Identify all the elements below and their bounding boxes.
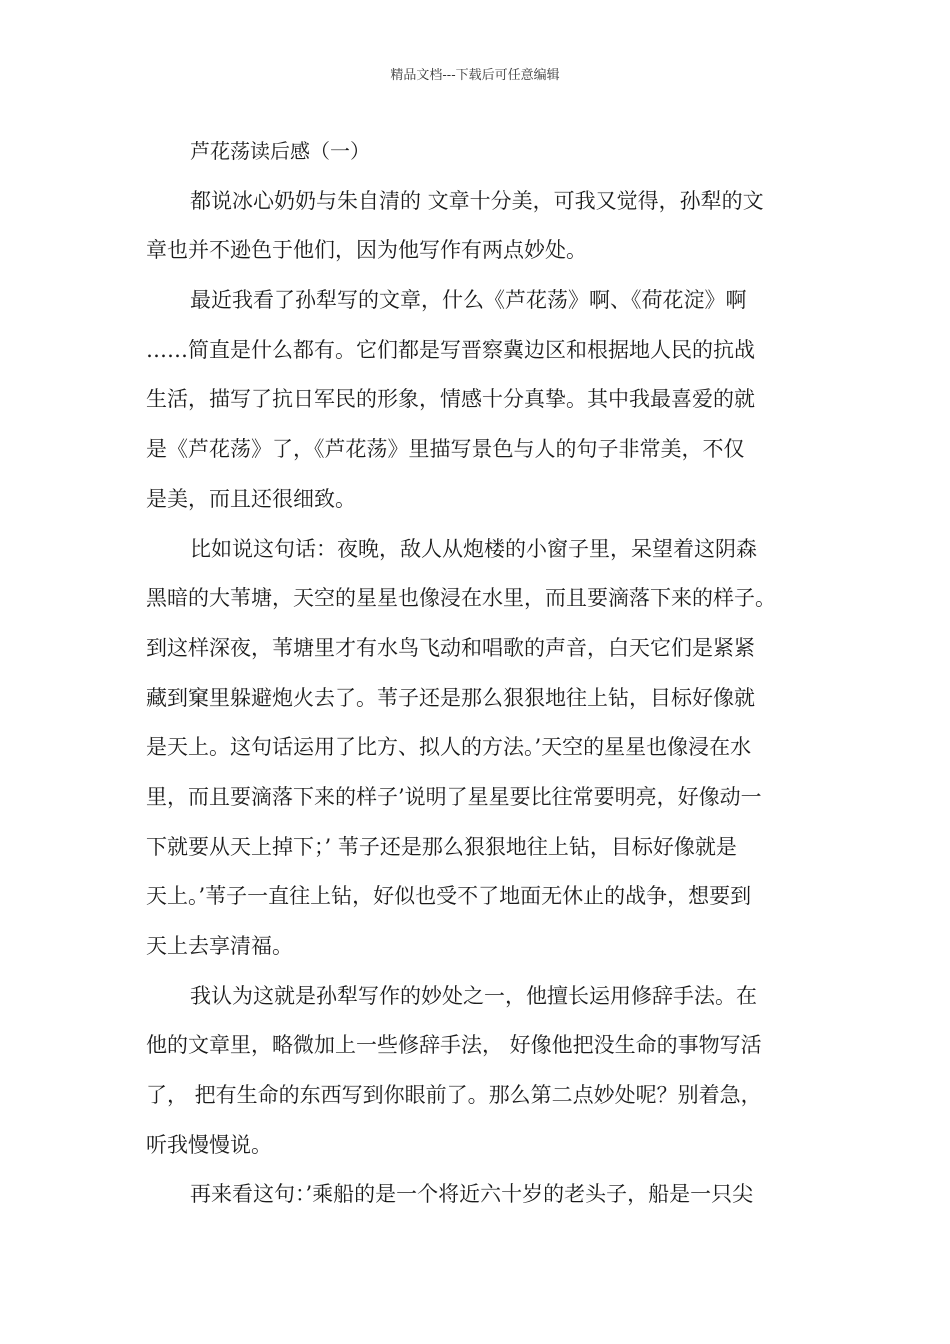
text-line: 再来看这句：’乘船的是一个将近六十岁的老头子，船是一只尖	[190, 1182, 754, 1207]
document-title: 芦花荡读后感（一）	[190, 139, 370, 163]
text-line: 比如说这句话：夜晚，敌人从炮楼的小窗子里，呆望着这阴森	[190, 536, 757, 561]
text-line: 到这样深夜，苇塘里才有水鸟飞动和唱歌的声音，白天它们是紧紧	[146, 635, 755, 660]
text-line: 天上。’苇子一直往上钻，好似也受不了地面无休止的战争，想要到	[146, 884, 752, 909]
text-line: 是天上。这句话运用了比方、拟人的方法。’天空的星星也像浸在水	[146, 735, 752, 760]
text-line: 黑暗的大苇塘，天空的星星也像浸在水里，而且要滴落下来的样子。	[146, 586, 776, 611]
text-line: 下就要从天上掉下；’ 苇子还是那么狠狠地往上钻，目标好像就是	[146, 834, 737, 859]
text-line: 是《芦花荡》了，《芦花荡》里描写景色与人的句子非常美，不仅	[146, 437, 745, 462]
text-line: 里，而且要滴落下来的样子’说明了星星要比往常要明亮，好像动一	[146, 784, 762, 809]
text-line: 都说冰心奶奶与朱自清的 文章十分美，可我又觉得，孙犁的文	[190, 188, 764, 213]
text-line: 听我慢慢说。	[146, 1132, 272, 1157]
text-line: 章也并不逊色于他们，因为他写作有两点妙处。	[146, 238, 587, 263]
text-line: 天上去享清福。	[146, 934, 293, 958]
text-line: ……简直是什么都有。它们都是写晋察冀边区和根据地人民的抗战	[146, 337, 755, 362]
document-body	[146, 135, 816, 1228]
text-line: 我认为这就是孙犁写作的妙处之一，他擅长运用修辞手法。在	[190, 983, 757, 1008]
text-line: 生活，描写了抗日军民的形象，情感十分真挚。其中我最喜爱的就	[146, 387, 755, 412]
text-line: 是美，而且还很细致。	[146, 486, 356, 511]
text-line: 他的文章里，略微加上一些修辞手法， 好像他把没生命的事物写活	[146, 1033, 762, 1058]
page-header: 精品文档---下载后可任意编辑	[390, 68, 560, 83]
text-line: 了， 把有生命的东西写到你眼前了。那么第二点妙处呢？别着急，	[146, 1083, 762, 1108]
text-line: 最近我看了孙犁写的文章，什么《芦花荡》啊、《荷花淀》啊	[190, 288, 747, 313]
text-line: 藏到窠里躲避炮火去了。苇子还是那么狠狠地往上钻，目标好像就	[146, 685, 755, 710]
